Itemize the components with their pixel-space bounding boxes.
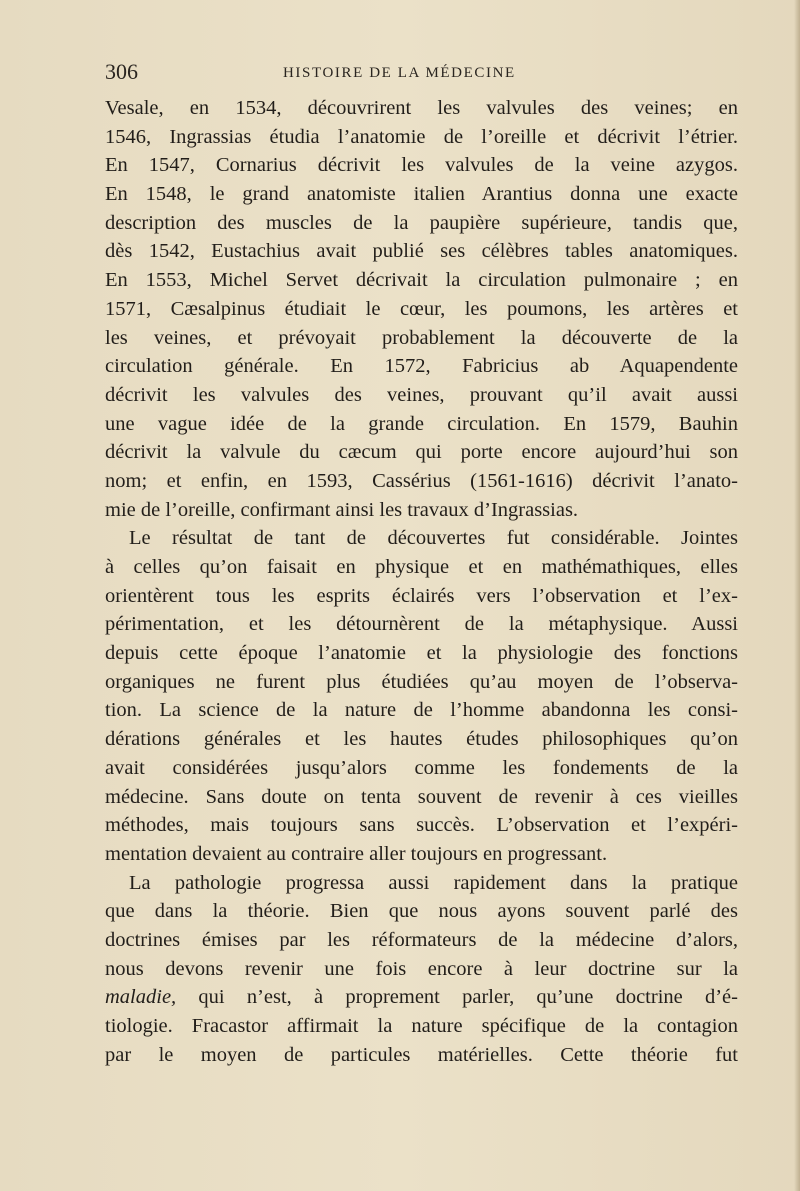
text-line: tion. La science de la nature de l’homme abandonna les consi- <box>105 699 738 722</box>
text-line: une vague idée de la grande circulation. En 1579, Bauhin <box>105 412 738 435</box>
text-line: depuis cette époque l’anatomie et la physiologie des fonctions <box>105 642 738 665</box>
text-line: dérations générales et les hautes études philosophiques qu’on <box>105 728 738 751</box>
text-line: que dans la théorie. Bien que nous ayons souvent parlé des <box>105 900 738 923</box>
text-line: à celles qu’on faisait en physique et en mathémathiques, elles <box>105 556 738 578</box>
text-line: nous devons revenir une fois encore à leur doctrine sur la <box>105 957 738 980</box>
text-line: tiologie. Fracastor affirmait la nature spécifique de la contagion <box>105 1015 738 1037</box>
italic-term: maladie, <box>105 986 177 1009</box>
text-line: Vesale, en 1534, découvrirent les valvules des veines; en <box>105 97 738 119</box>
text-line: avait considérées jusqu’alors comme les fondements de la <box>105 756 738 779</box>
text-line: médecine. Sans doute on tenta souvent de revenir à ces vieilles <box>105 785 738 808</box>
text-line: dès 1542, Eustachius avait publié ses célèbres tables anatomiques. <box>105 240 738 263</box>
text-line: En 1553, Michel Servet décrivait la circulation pulmonaire ; en <box>105 269 738 292</box>
text-line: En 1548, le grand anatomiste italien Arantius donna une exacte <box>105 183 738 206</box>
page-edge-shadow <box>794 0 800 1191</box>
paragraph-start-line: La pathologie progressa aussi rapidement dans la pratique <box>129 871 738 894</box>
text-line: description des muscles de la paupière supérieure, tandis que, <box>105 211 738 234</box>
text-line: 1546, Ingrassias étudia l’anatomie de l’oreille et décrivit l’étrier. <box>105 125 738 148</box>
text-line: par le moyen de particules matérielles. Cette théorie fut <box>105 1043 738 1066</box>
text-line: 1571, Cæsalpinus étudiait le cœur, les poumons, les artères et <box>105 297 738 320</box>
text-line: les veines, et prévoyait probablement la découverte de la <box>105 326 738 349</box>
running-title: HISTOIRE DE LA MÉDECINE <box>283 65 516 81</box>
text-line: mie de l’oreille, confirmant ainsi les travaux d’Ingrassias. <box>105 498 579 521</box>
text-line: orientèrent tous les esprits éclairés vers l’observation et l’ex- <box>105 584 738 607</box>
body-text <box>105 94 738 1069</box>
paragraph-start-line: Le résultat de tant de découvertes fut considérable. Jointes <box>129 527 738 550</box>
text-line-rest: qui n’est, à proprement parler, qu’une doctrine d’é- <box>198 986 738 1009</box>
text-line: décrivit les valvules des veines, prouvant qu’il avait aussi <box>105 383 738 406</box>
text-line: En 1547, Cornarius décrivit les valvules de la veine azygos. <box>105 154 738 177</box>
page-number: 306 <box>105 59 138 84</box>
text-line: méthodes, mais toujours sans succès. L’observation et l’expéri- <box>105 814 738 837</box>
text-line-with-italic <box>105 983 738 1012</box>
text-line: décrivit la valvule du cæcum qui porte encore aujourd’hui son <box>105 441 738 464</box>
text-line: circulation générale. En 1572, Fabricius ab Aquapendente <box>105 355 738 378</box>
text-line: mentation devaient au contraire aller toujours en progressant. <box>105 842 608 865</box>
text-line: organiques ne furent plus étudiées qu’au moyen de l’observa- <box>105 670 738 693</box>
text-line: périmentation, et les détournèrent de la métaphysique. Aussi <box>105 613 738 636</box>
text-line: doctrines émises par les réformateurs de la médecine d’alors, <box>105 928 738 951</box>
text-line: nom; et enfin, en 1593, Cassérius (1561-1616) décrivit l’anato- <box>105 469 738 492</box>
running-head <box>105 58 745 86</box>
